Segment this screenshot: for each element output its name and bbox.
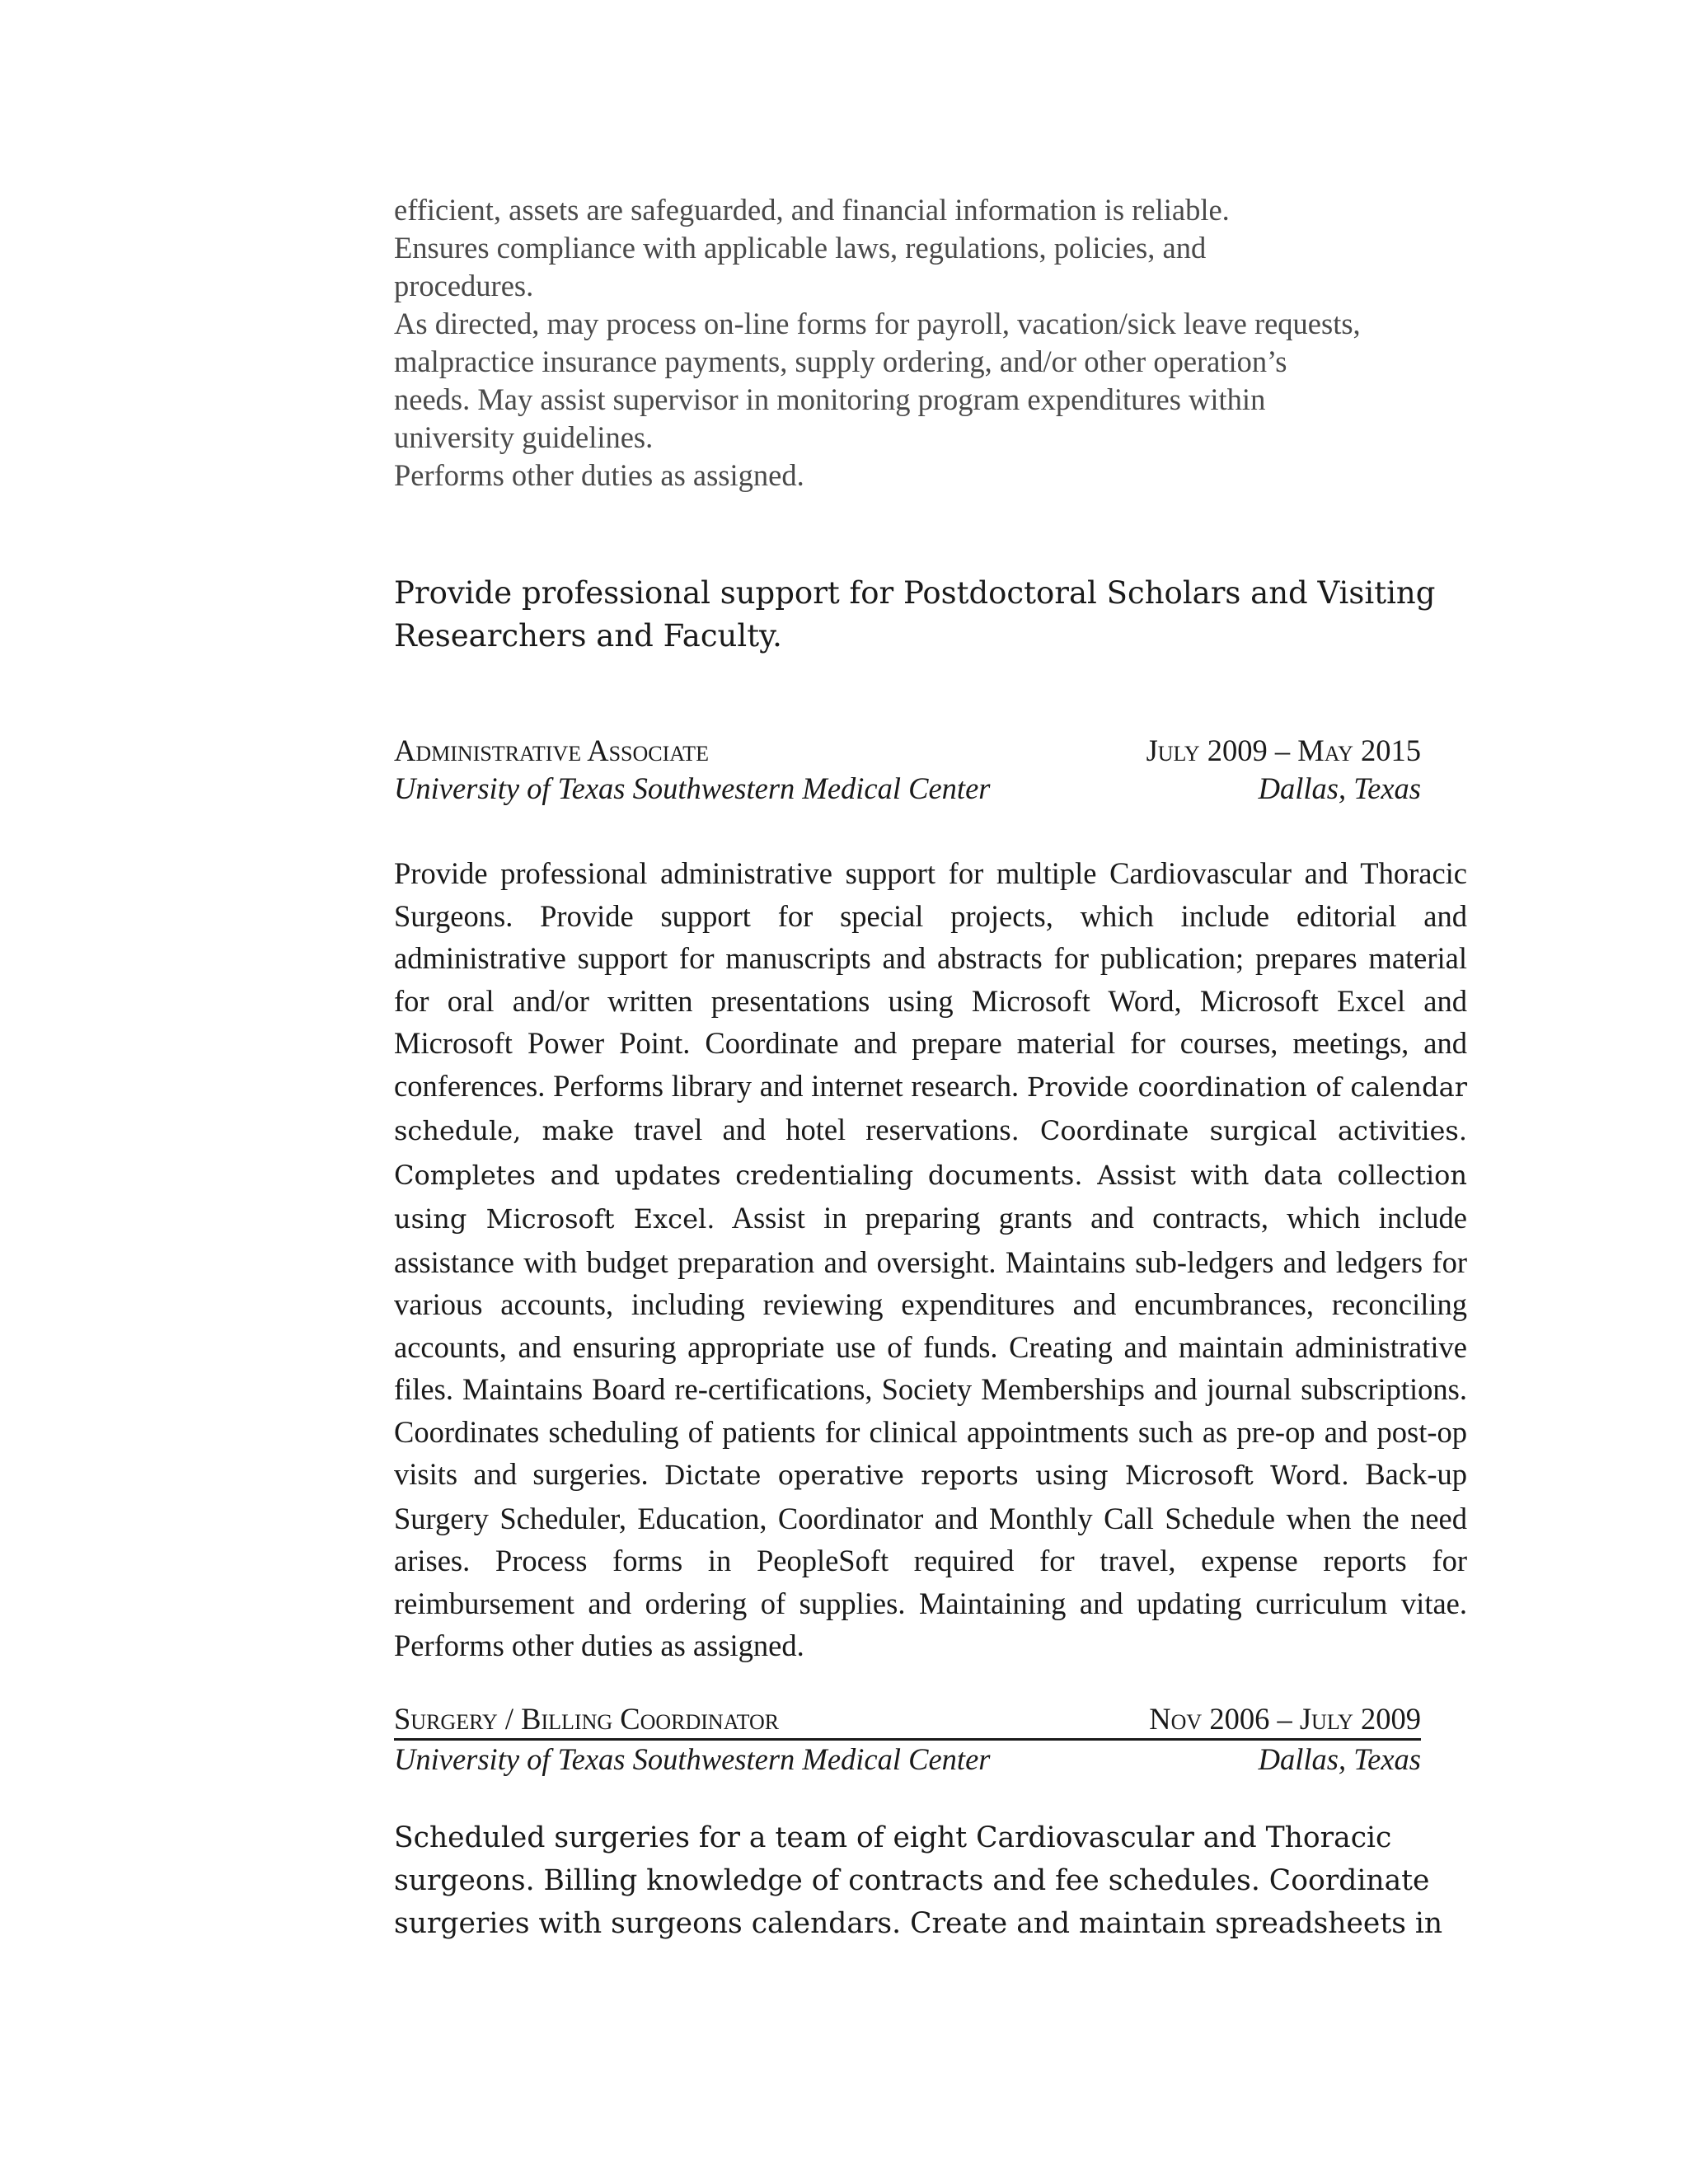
location: Dallas, Texas: [1258, 771, 1421, 805]
description-text: Assist in preparing grants and contracts, which include assistance with budget preparation and oversight. Maintains sub-ledgers and ledgers for various accounts, including reviewing expenditures and encumbrances, reconciling accounts, and ensuring appropriate use of funds. Creating and maintain administrative files. Maintains Board re-certifications, Society Memberships and journal subscriptions. Coordinates scheduling of patients for clinical appointments such as pre-op and post-op visits and surgeries.: [394, 1201, 1467, 1491]
duty-line: efficient, assets are safeguarded, and financial information is reliable.: [394, 193, 1230, 227]
description-text: Back-up Surgery Scheduler, Education, Coordinator and Monthly Call Schedule when the need arises. Process forms in PeopleSoft required for travel, expense reports for reimbursement and ordering of supplies. Maintaining and updating curriculum vitae. Performs other duties as assigned.: [394, 1457, 1467, 1662]
description-text: Dictate operative reports using Microsoft Word.: [663, 1460, 1350, 1491]
previous-job-duties: [394, 191, 1498, 494]
job-header-administrative-associate: [394, 732, 1421, 808]
duty-line: Performs other duties as assigned.: [394, 458, 804, 492]
employer: University of Texas Southwestern Medical Center: [394, 1742, 991, 1776]
description-text: Provide professional administrative support for multiple Cardiovascular and Thoracic Surgeons. Provide support for special projects, which include editorial and administrative support for manuscripts and abstracts for publication; prepares material for oral and/or written presentations using Microsoft Word, Microsoft Excel and Microsoft Power Point. Coordinate and prepare material for courses, meetings, and conferences. Performs library and internet research.: [394, 856, 1467, 1103]
job-header-surgery-billing-coordinator: [394, 1700, 1421, 1779]
employer: University of Texas Southwestern Medical Center: [394, 771, 991, 805]
location: Dallas, Texas: [1258, 1742, 1421, 1776]
support-line: Researchers and Faculty.: [394, 618, 782, 654]
job-dates: July 2009 – May 2015: [1146, 733, 1421, 767]
description-line: Scheduled surgeries for a team of eight Cardiovascular and Thoracic: [394, 1821, 1392, 1854]
description-text: . Coordinate surgical activities. Completes and updates credentialing documents. Assist with data collection using Microsoft Excel.: [394, 1115, 1468, 1235]
duty-line: needs. May assist supervisor in monitoring program expenditures within: [394, 382, 1266, 416]
job-description-administrative-associate: [394, 852, 1467, 1667]
description-text: Provide coordination of calendar schedule, make: [394, 1071, 1467, 1146]
duty-line: As directed, may process on-line forms for payroll, vacation/sick leave requests,: [394, 307, 1361, 340]
support-line: Provide professional support for Postdoctoral Scholars and Visiting: [394, 575, 1436, 611]
duty-line: Ensures compliance with applicable laws, regulations, policies, and: [394, 231, 1207, 265]
duty-line: procedures.: [394, 269, 534, 302]
job-title: Surgery / Billing Coordinator: [394, 1702, 780, 1736]
job-title: Administrative Associate: [394, 733, 709, 767]
duty-line: university guidelines.: [394, 420, 654, 454]
job-description-surgery-billing-coordinator: [394, 1816, 1443, 1945]
description-line: surgeries with surgeons calendars. Create and maintain spreadsheets in: [394, 1907, 1443, 1940]
description-line: surgeons. Billing knowledge of contracts and fee schedules. Coordinate: [394, 1864, 1430, 1897]
description-text: travel and hotel reservations: [614, 1113, 1011, 1146]
duty-line: malpractice insurance payments, supply ordering, and/or other operation’s: [394, 344, 1287, 378]
support-statement: [394, 572, 1465, 658]
job-dates: Nov 2006 – July 2009: [1149, 1702, 1421, 1736]
